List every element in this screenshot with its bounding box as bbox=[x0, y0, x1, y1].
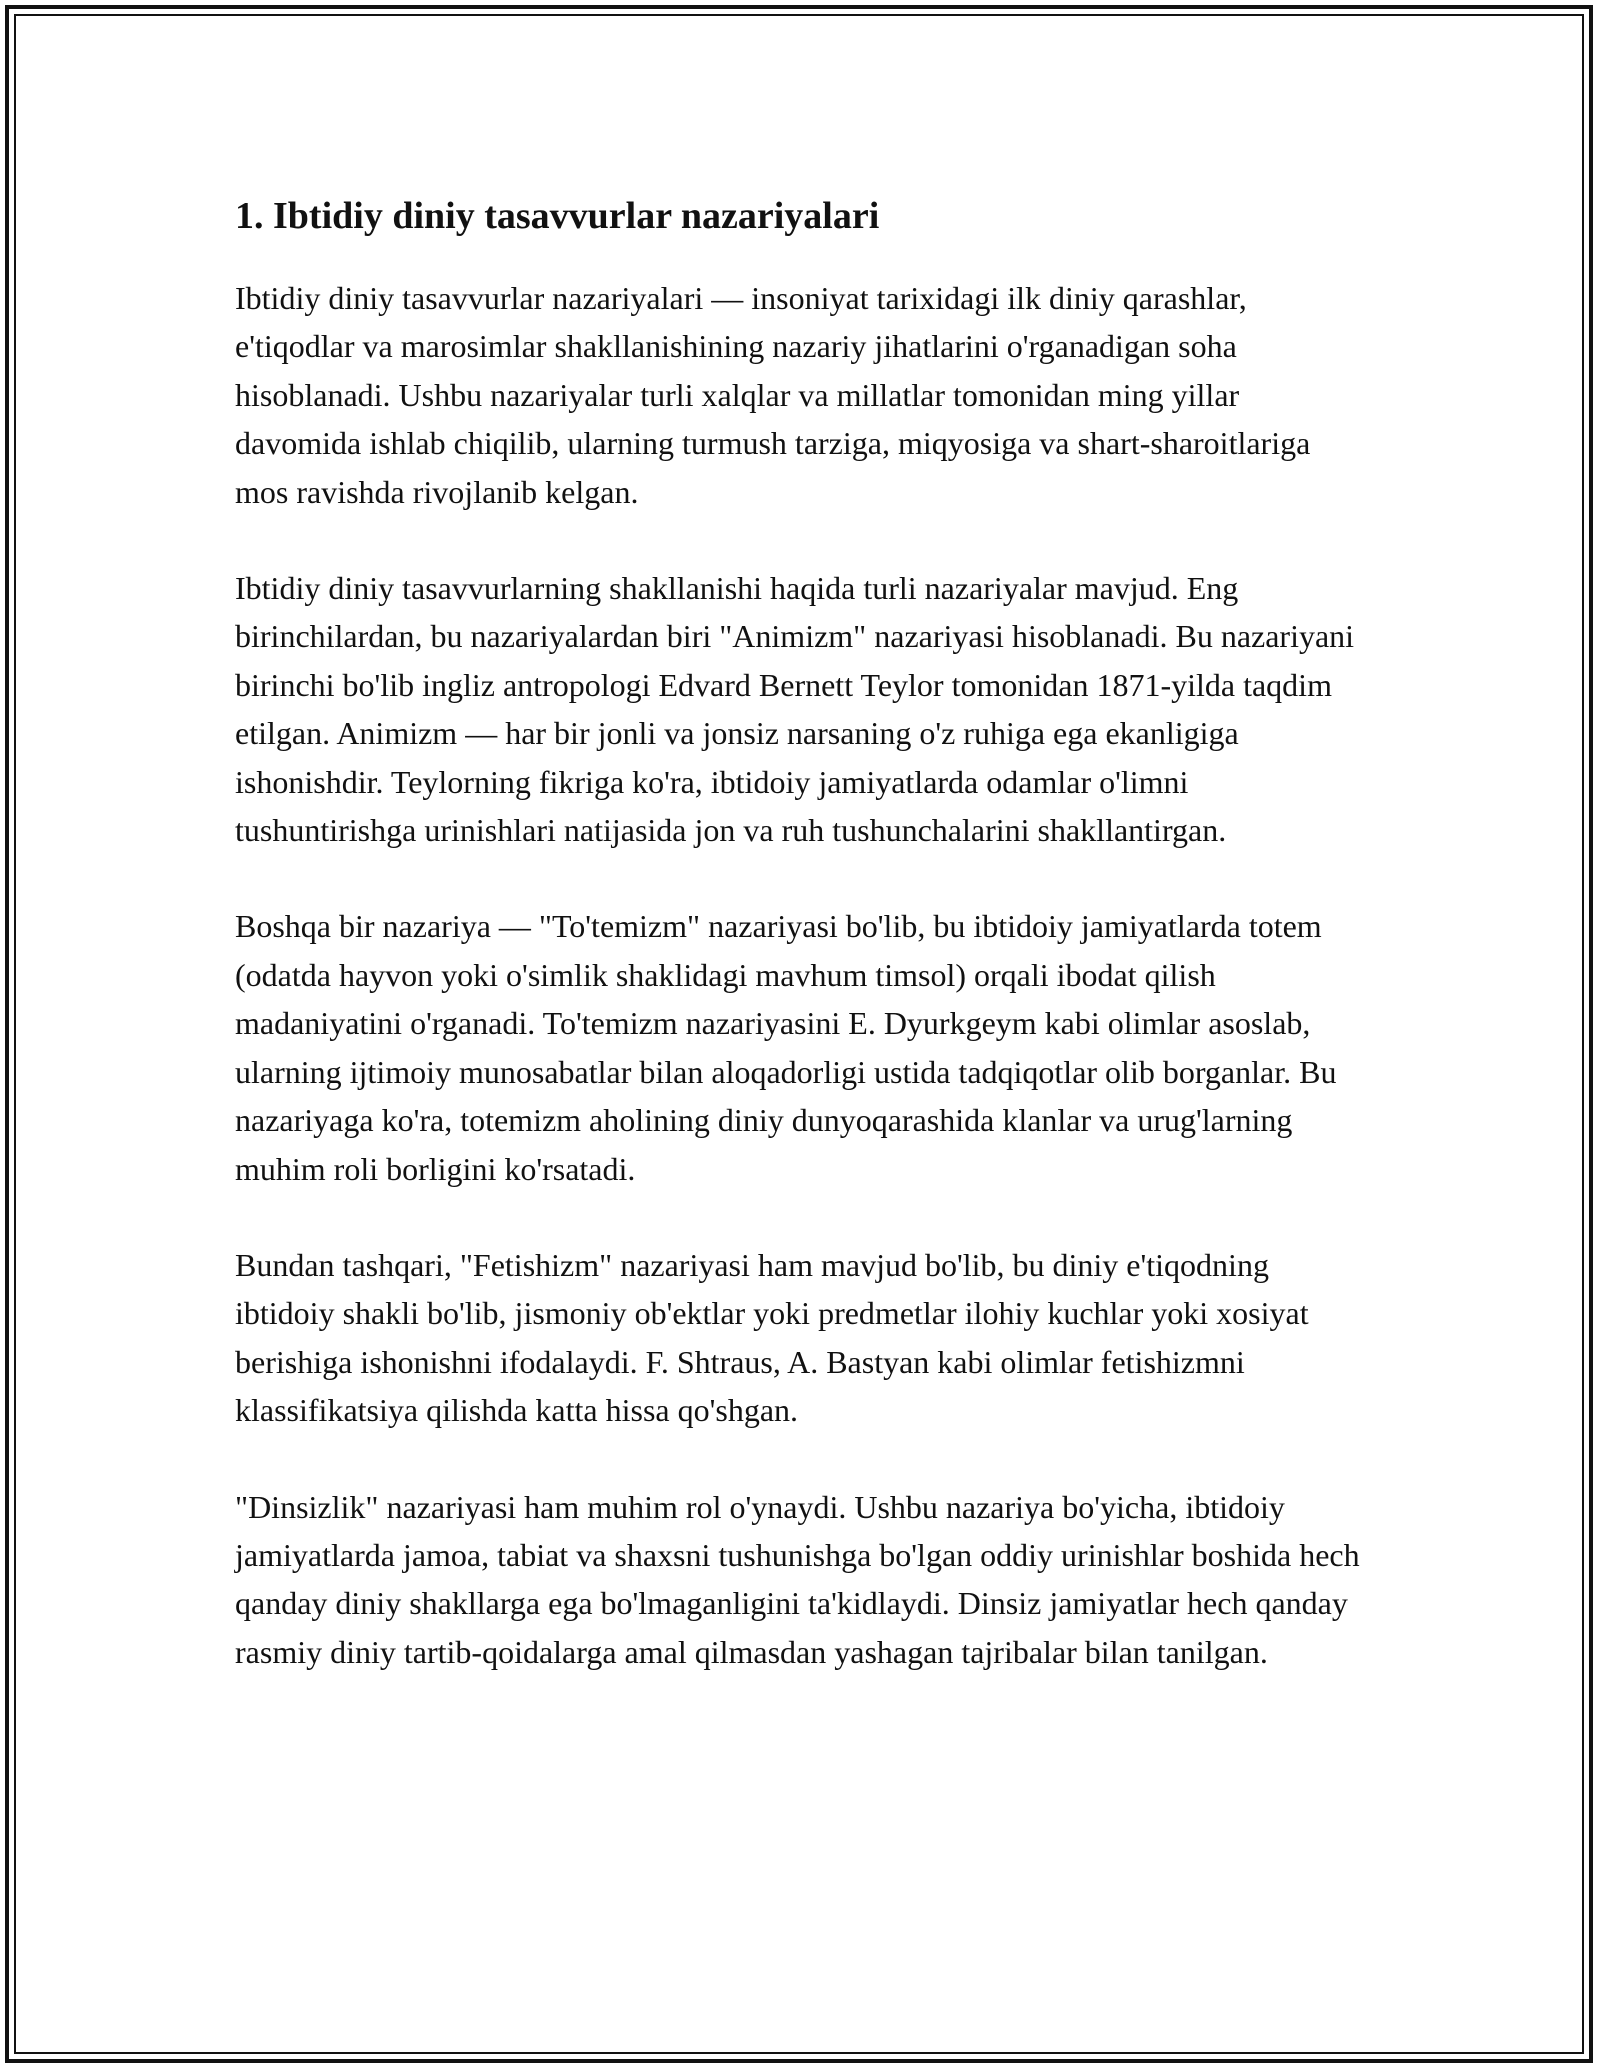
paragraph-intro: Ibtidiy diniy tasavvurlar nazariyalari — insoniyat tarixidagi ilk diniy qarashlar, e'tiqodlar va marosimlar shakllanishining nazariy jihatlarini o'rganadigan soha hisoblanadi. Ushbu nazariyalar turli xalqlar va millatlar tomonidan ming yillar davomida ishlab chiqilib, ularning turmush tarziga, miqyosiga va shart-sharoitlariga mos ravishda rivojlanib kelgan. bbox=[235, 280, 1311, 510]
paragraph-totemism: Boshqa bir nazariya — "To'temizm" nazariyasi bo'lib, bu ibtidoiy jamiyatlarda totem (odatda hayvon yoki o'simlik shaklidagi mavhum timsol) orqali ibodat qilish madaniyatini o'rganadi. To'temizm nazariyasini E. Dyurkgeym kabi olimlar asoslab, ularning ijtimoiy munosabatlar bilan aloqadorligi ustida tadqiqotlar olib borganlar. Bu nazariyaga ko'ra, totemizm aholining diniy dunyoqarashida klanlar va urug'larning muhim roli borligini ko'rsatadi. bbox=[235, 908, 1337, 1187]
paragraph-irreligion: "Dinsizlik" nazariyasi ham muhim rol o'ynaydi. Ushbu nazariya bo'yicha, ibtidoiy jamiyatlarda jamoa, tabiat va shaxsni tushunishga bo'lgan oddiy urinishlar boshida hech qanday diniy shakllarga ega bo'lmaganligini ta'kidlaydi. Dinsiz jamiyatlar hech qanday rasmiy diniy tartib-qoidalarga amal qilmasdan yashagan tajribalar bilan tanilgan. bbox=[235, 1488, 1360, 1670]
paragraph-fetishism: Bundan tashqari, "Fetishizm" nazariyasi ham mavjud bo'lib, bu diniy e'tiqodning ibtidoiy shakli bo'lib, jismoniy ob'ektlar yoki predmetlar ilohiy kuchlar yoki xosiyat berishiga ishonishni ifodalaydi. F. Shtraus, A. Bastyan kabi olimlar fetishizmni klassifikatsiya qilishda katta hissa qo'shgan. bbox=[235, 1246, 1309, 1429]
section-heading: 1. Ibtidiy diniy tasavvurlar nazariyalari bbox=[235, 195, 880, 237]
paragraph-animism: Ibtidiy diniy tasavvurlarning shakllanishi haqida turli nazariyalar mavjud. Eng birinchilardan, bu nazariyalardan biri "Animizm" nazariyasi hisoblanadi. Bu nazariyani birinchi bo'lib ingliz antropologi Edvard Bernett Teylor tomonidan 1871-yilda taqdim etilgan. Animizm — har bir jonli va jonsiz narsaning o'z ruhiga ega ekanligiga ishonishdir. Teylorning fikriga ko'ra, ibtidoiy jamiyatlarda odamlar o'limni tushuntirishga urinishlari natijasida jon va ruh tushunchalarini shakllantirgan. bbox=[235, 570, 1355, 849]
document-body bbox=[235, 186, 1370, 1724]
